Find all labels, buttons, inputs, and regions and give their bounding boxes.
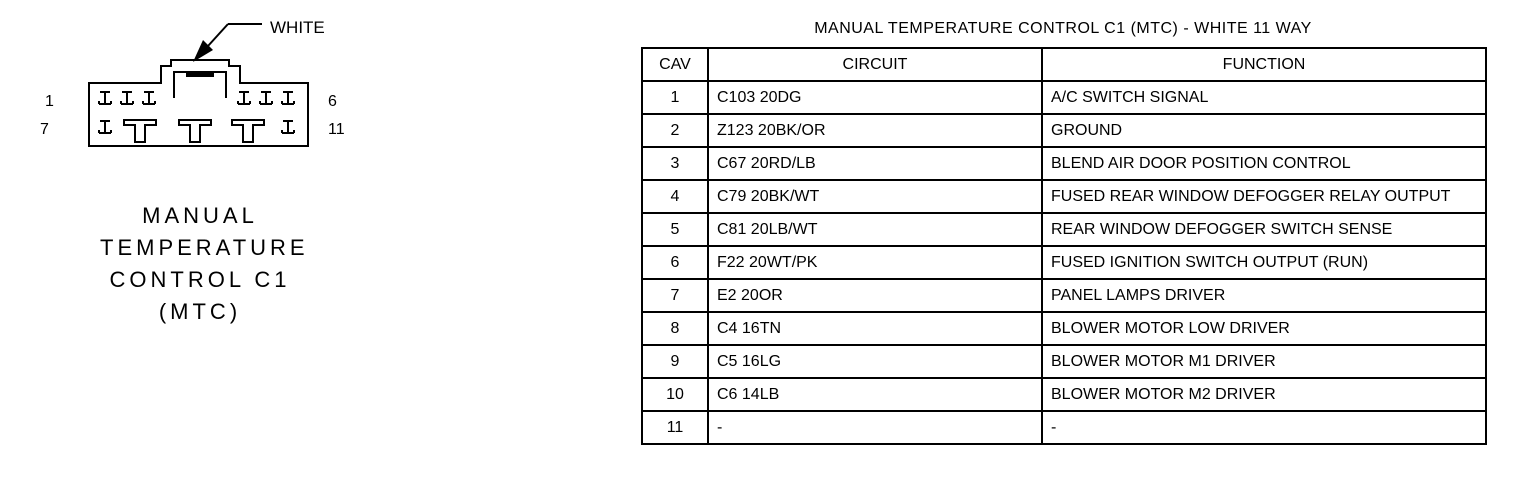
cell-function: -	[1042, 411, 1486, 444]
cell-circuit: C6 14LB	[708, 378, 1042, 411]
cell-function: BLOWER MOTOR LOW DRIVER	[1042, 312, 1486, 345]
cell-cav: 3	[642, 147, 708, 180]
cell-cav: 9	[642, 345, 708, 378]
terminal-cavity	[99, 121, 111, 133]
cell-cav: 7	[642, 279, 708, 312]
latch-bar	[186, 73, 214, 77]
cell-cav: 6	[642, 246, 708, 279]
cavity-table	[641, 47, 1487, 445]
cell-cav: 10	[642, 378, 708, 411]
caption-line: TEMPERATURE	[100, 235, 309, 260]
cell-cav: 1	[642, 81, 708, 114]
header-circuit: CIRCUIT	[708, 48, 1042, 81]
pin-label-11: 11	[328, 121, 345, 138]
cell-circuit: -	[708, 411, 1042, 444]
pin-label-7: 7	[40, 121, 49, 138]
table-header-row	[642, 48, 1486, 81]
cell-cav: 2	[642, 114, 708, 147]
cell-function: BLOWER MOTOR M2 DRIVER	[1042, 378, 1486, 411]
connector-caption	[100, 200, 309, 328]
color-leader-arrow	[193, 24, 262, 62]
terminal-cavity	[121, 92, 133, 104]
table-row	[642, 114, 1486, 147]
table-row	[642, 411, 1486, 444]
table-row	[642, 378, 1486, 411]
cell-circuit: C81 20LB/WT	[708, 213, 1042, 246]
cell-circuit: C103 20DG	[708, 81, 1042, 114]
terminal-cavity	[282, 92, 294, 104]
table-row	[642, 246, 1486, 279]
pin-label-1: 1	[45, 93, 54, 110]
header-function: FUNCTION	[1042, 48, 1486, 81]
cell-function: BLOWER MOTOR M1 DRIVER	[1042, 345, 1486, 378]
pin-label-6: 6	[328, 93, 337, 110]
table-row	[642, 180, 1486, 213]
cell-cav: 5	[642, 213, 708, 246]
terminal-row-top	[99, 92, 294, 104]
cell-circuit: C5 16LG	[708, 345, 1042, 378]
caption-line: CONTROL C1	[109, 267, 291, 292]
terminal-cavity	[282, 121, 294, 133]
cell-circuit: F22 20WT/PK	[708, 246, 1042, 279]
cell-function: FUSED REAR WINDOW DEFOGGER RELAY OUTPUT	[1042, 180, 1486, 213]
header-cav: CAV	[642, 48, 708, 81]
table-row	[642, 279, 1486, 312]
cell-circuit: C79 20BK/WT	[708, 180, 1042, 213]
cell-function: BLEND AIR DOOR POSITION CONTROL	[1042, 147, 1486, 180]
cell-circuit: C4 16TN	[708, 312, 1042, 345]
cell-cav: 11	[642, 411, 708, 444]
table-row	[642, 147, 1486, 180]
table-row	[642, 312, 1486, 345]
cell-circuit: Z123 20BK/OR	[708, 114, 1042, 147]
cell-function: A/C SWITCH SIGNAL	[1042, 81, 1486, 114]
terminal-cavity	[260, 92, 272, 104]
terminal-cavity	[238, 92, 250, 104]
terminal-row-bottom	[99, 120, 294, 142]
cell-function: PANEL LAMPS DRIVER	[1042, 279, 1486, 312]
cell-cav: 4	[642, 180, 708, 213]
connector-color-label: WHITE	[270, 18, 325, 37]
cell-function: FUSED IGNITION SWITCH OUTPUT (RUN)	[1042, 246, 1486, 279]
cell-cav: 8	[642, 312, 708, 345]
cell-circuit: E2 20OR	[708, 279, 1042, 312]
caption-line: MANUAL	[142, 203, 258, 228]
cell-function: GROUND	[1042, 114, 1486, 147]
caption-line: (MTC)	[158, 299, 242, 324]
table-title: MANUAL TEMPERATURE CONTROL C1 (MTC) - WHITE 11 WAY	[814, 20, 1312, 37]
table-row	[642, 345, 1486, 378]
terminal-cavity	[124, 120, 156, 142]
table-row	[642, 213, 1486, 246]
terminal-cavity	[143, 92, 155, 104]
cell-circuit: C67 20RD/LB	[708, 147, 1042, 180]
terminal-cavity	[99, 92, 111, 104]
terminal-cavity	[232, 120, 264, 142]
table-row	[642, 81, 1486, 114]
terminal-cavity	[179, 120, 211, 142]
cell-function: REAR WINDOW DEFOGGER SWITCH SENSE	[1042, 213, 1486, 246]
